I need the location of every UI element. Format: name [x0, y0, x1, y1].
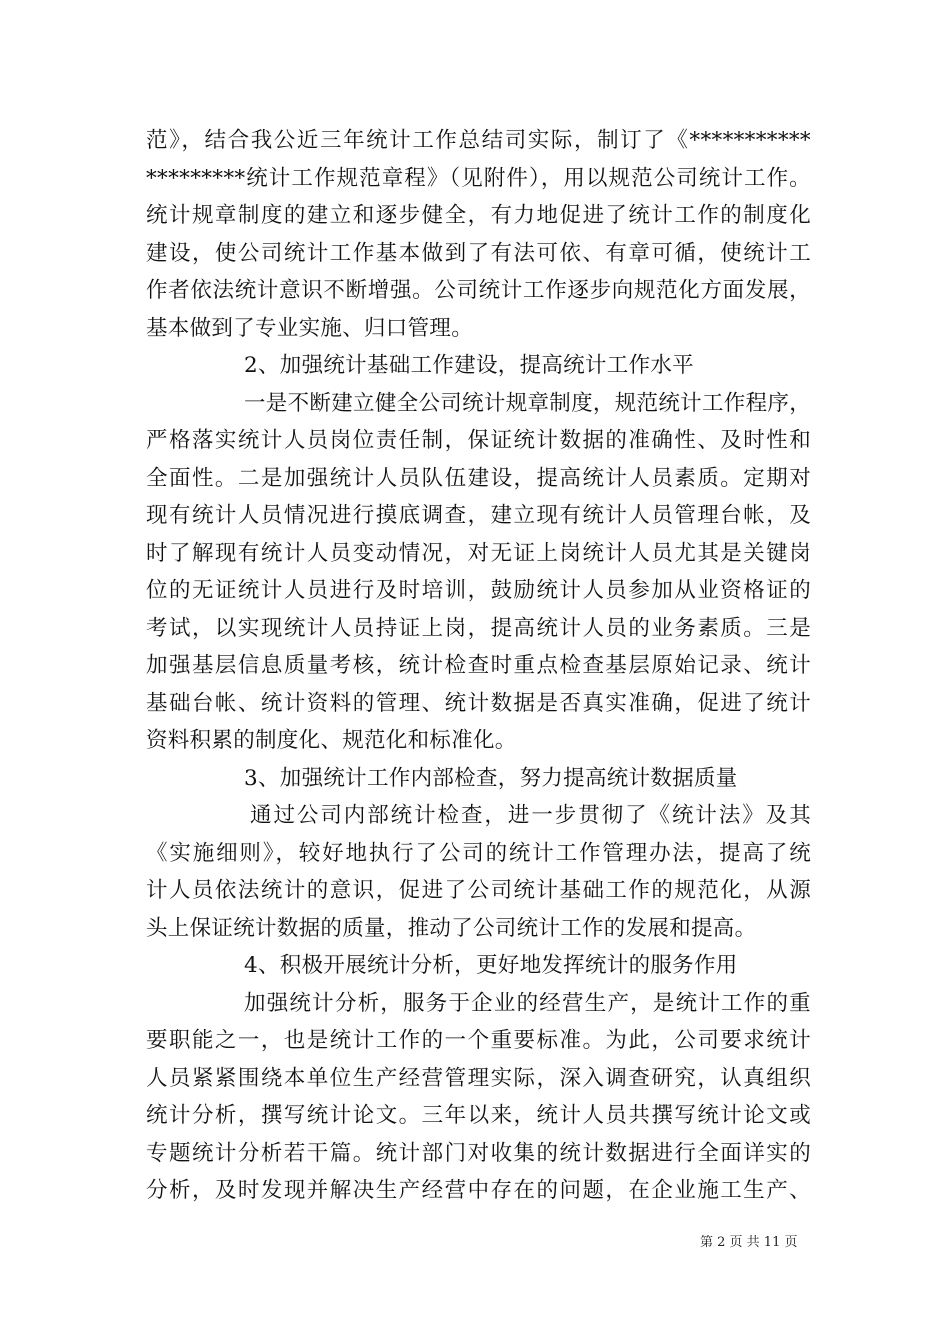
- text-line: 作者依法统计意识不断增强。公司统计工作逐步向规范化方面发展，: [146, 278, 811, 303]
- text-line: 《实施细则》，较好地执行了公司的统计工作管理办法，提高了统: [146, 840, 811, 866]
- text-line: 位的无证统计人员进行及时培训，鼓励统计人员参加从业资格证的: [146, 578, 811, 603]
- text-line: 加强统计分析，服务于企业的经营生产，是统计工作的重: [244, 990, 811, 1016]
- page-number-footer: 第 2 页 共 11 页: [700, 1235, 798, 1250]
- text-line: 基本做到了专业实施、归口管理。: [146, 315, 474, 341]
- text-line: 全面性。二是加强统计人员队伍建设，提高统计人员素质。定期对: [146, 465, 811, 491]
- text-line: 加强基层信息质量考核，统计检查时重点检查基层原始记录、统计: [146, 653, 811, 678]
- text-line: 严格落实统计人员岗位责任制，保证统计数据的准确性、及时性和: [146, 428, 811, 453]
- text-line: 现有统计人员情况进行摸底调查，建立现有统计人员管理台帐，及: [146, 503, 811, 528]
- text-line: 人员紧紧围绕本单位生产经营管理实际，深入调查研究，认真组织: [146, 1065, 811, 1091]
- text-line: 专题统计分析若干篇。统计部门对收集的统计数据进行全面详实的: [146, 1140, 811, 1166]
- text-line: 头上保证统计数据的质量，推动了公司统计工作的发展和提高。: [146, 915, 757, 941]
- section-heading-2: 2、加强统计基础工作建设，提高统计工作水平: [244, 353, 694, 378]
- text-line: 计人员依法统计的意识，促进了公司统计基础工作的规范化，从源: [146, 878, 811, 903]
- body-text: [146, 122, 811, 1210]
- text-line: 统计规章制度的建立和逐步健全，有力地促进了统计工作的制度化: [146, 203, 811, 228]
- text-line: 基础台帐、统计资料的管理、统计数据是否真实准确，促进了统计: [146, 690, 811, 716]
- text-line: 建设，使公司统计工作基本做到了有法可依、有章可循，使统计工: [146, 240, 811, 266]
- text-line: 范》，结合我公近三年统计工作总结司实际，制订了《***********: [146, 128, 811, 153]
- text-line: 一是不断建立健全公司统计规章制度，规范统计工作程序，: [244, 390, 811, 416]
- text-line: 时了解现有统计人员变动情况，对无证上岗统计人员尤其是关键岗: [146, 540, 811, 566]
- text-line: 要职能之一，也是统计工作的一个重要标准。为此，公司要求统计: [146, 1028, 811, 1053]
- text-line: 分析，及时发现并解决生产经营中存在的问题，在企业施工生产、: [146, 1178, 811, 1203]
- text-line: 考试，以实现统计人员持证上岗，提高统计人员的业务素质。三是: [146, 615, 811, 641]
- text-line: 通过公司内部统计检查，进一步贯彻了《统计法》及其: [250, 803, 811, 828]
- section-heading-4: 4、积极开展统计分析，更好地发挥统计的服务作用: [244, 953, 738, 978]
- text-line: 统计分析，撰写统计论文。三年以来，统计人员共撰写统计论文或: [146, 1103, 811, 1128]
- text-line: *********统计工作规范章程》（见附件），用以规范公司统计工作。: [146, 165, 811, 191]
- text-line: 资料积累的制度化、规范化和标准化。: [146, 728, 517, 753]
- section-heading-3: 3、加强统计工作内部检查，努力提高统计数据质量: [244, 765, 738, 791]
